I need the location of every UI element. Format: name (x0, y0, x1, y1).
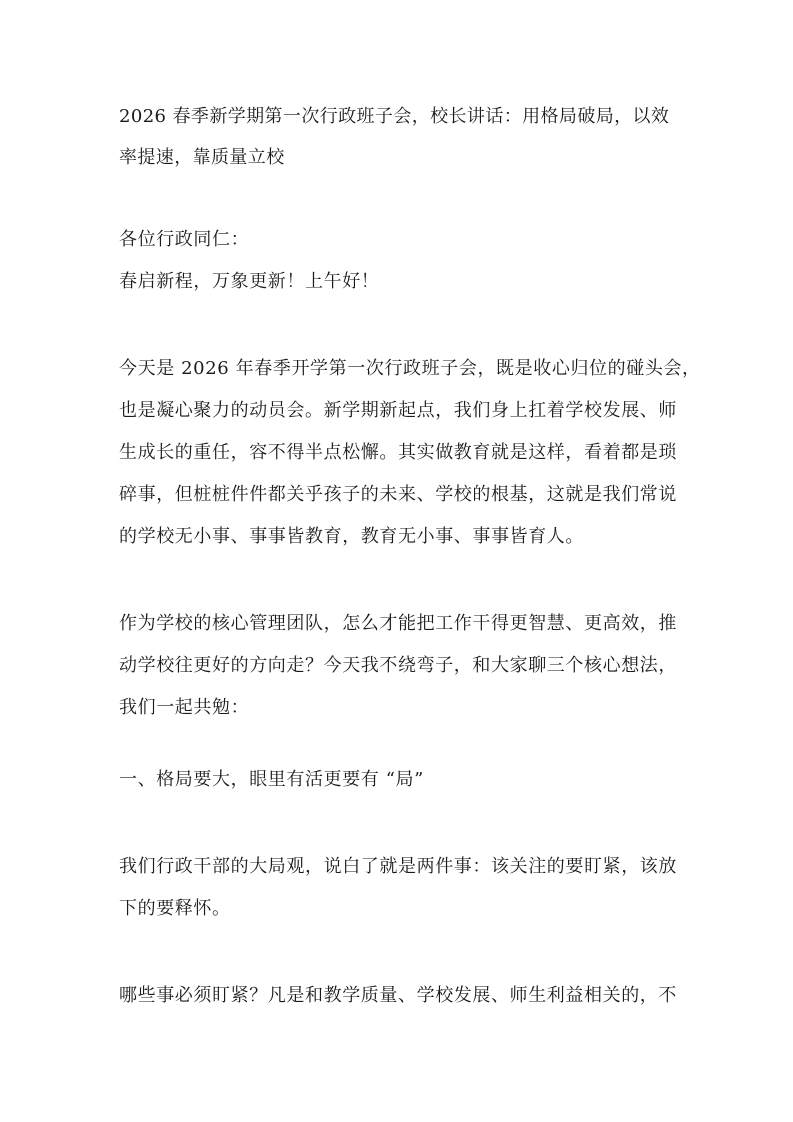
paragraph-2-line-2: 动学校往更好的方向走？今天我不绕弯子，和大家聊三个核心想法， (119, 655, 677, 676)
paragraph-4-line-1: 哪些事必须盯紧？凡是和教学质量、学校发展、师生利益相关的，不 (119, 985, 677, 1006)
section-1-heading: 一、格局要大，眼里有活更要有 “局” (119, 769, 424, 790)
paragraph-1-line-4: 碎事，但桩桩件件都关乎孩子的未来、学校的根基，这就是我们常说 (119, 484, 677, 505)
paragraph-1-line-1: 今天是 2026 年春季开学第一次行政班子会，既是收心归位的碰头会， (119, 358, 701, 379)
paragraph-2-line-3: 我们一起共勉： (119, 697, 250, 718)
paragraph-2-line-1: 作为学校的核心管理团队，怎么才能把工作干得更智慧、更高效，推 (119, 613, 677, 634)
paragraph-1-line-5: 的学校无小事、事事皆教育，教育无小事、事事皆育人。 (119, 526, 584, 547)
title-line-2: 率提速，靠质量立校 (119, 147, 285, 168)
paragraph-1-line-3: 生成长的重任，容不得半点松懈。其实做教育就是这样，看着都是琐 (119, 442, 677, 463)
paragraph-1-line-2: 也是凝心聚力的动员会。新学期新起点，我们身上扛着学校发展、师 (119, 400, 677, 421)
paragraph-3-line-2: 下的要释怀。 (119, 898, 231, 919)
title-line-1: 2026 春季新学期第一次行政班子会，校长讲话：用格局破局，以效 (119, 106, 670, 127)
greeting: 各位行政同仁： (119, 229, 250, 250)
opening-line: 春启新程，万象更新！上午好！ (119, 271, 380, 292)
paragraph-3-line-1: 我们行政干部的大局观，说白了就是两件事：该关注的要盯紧，该放 (119, 856, 677, 877)
